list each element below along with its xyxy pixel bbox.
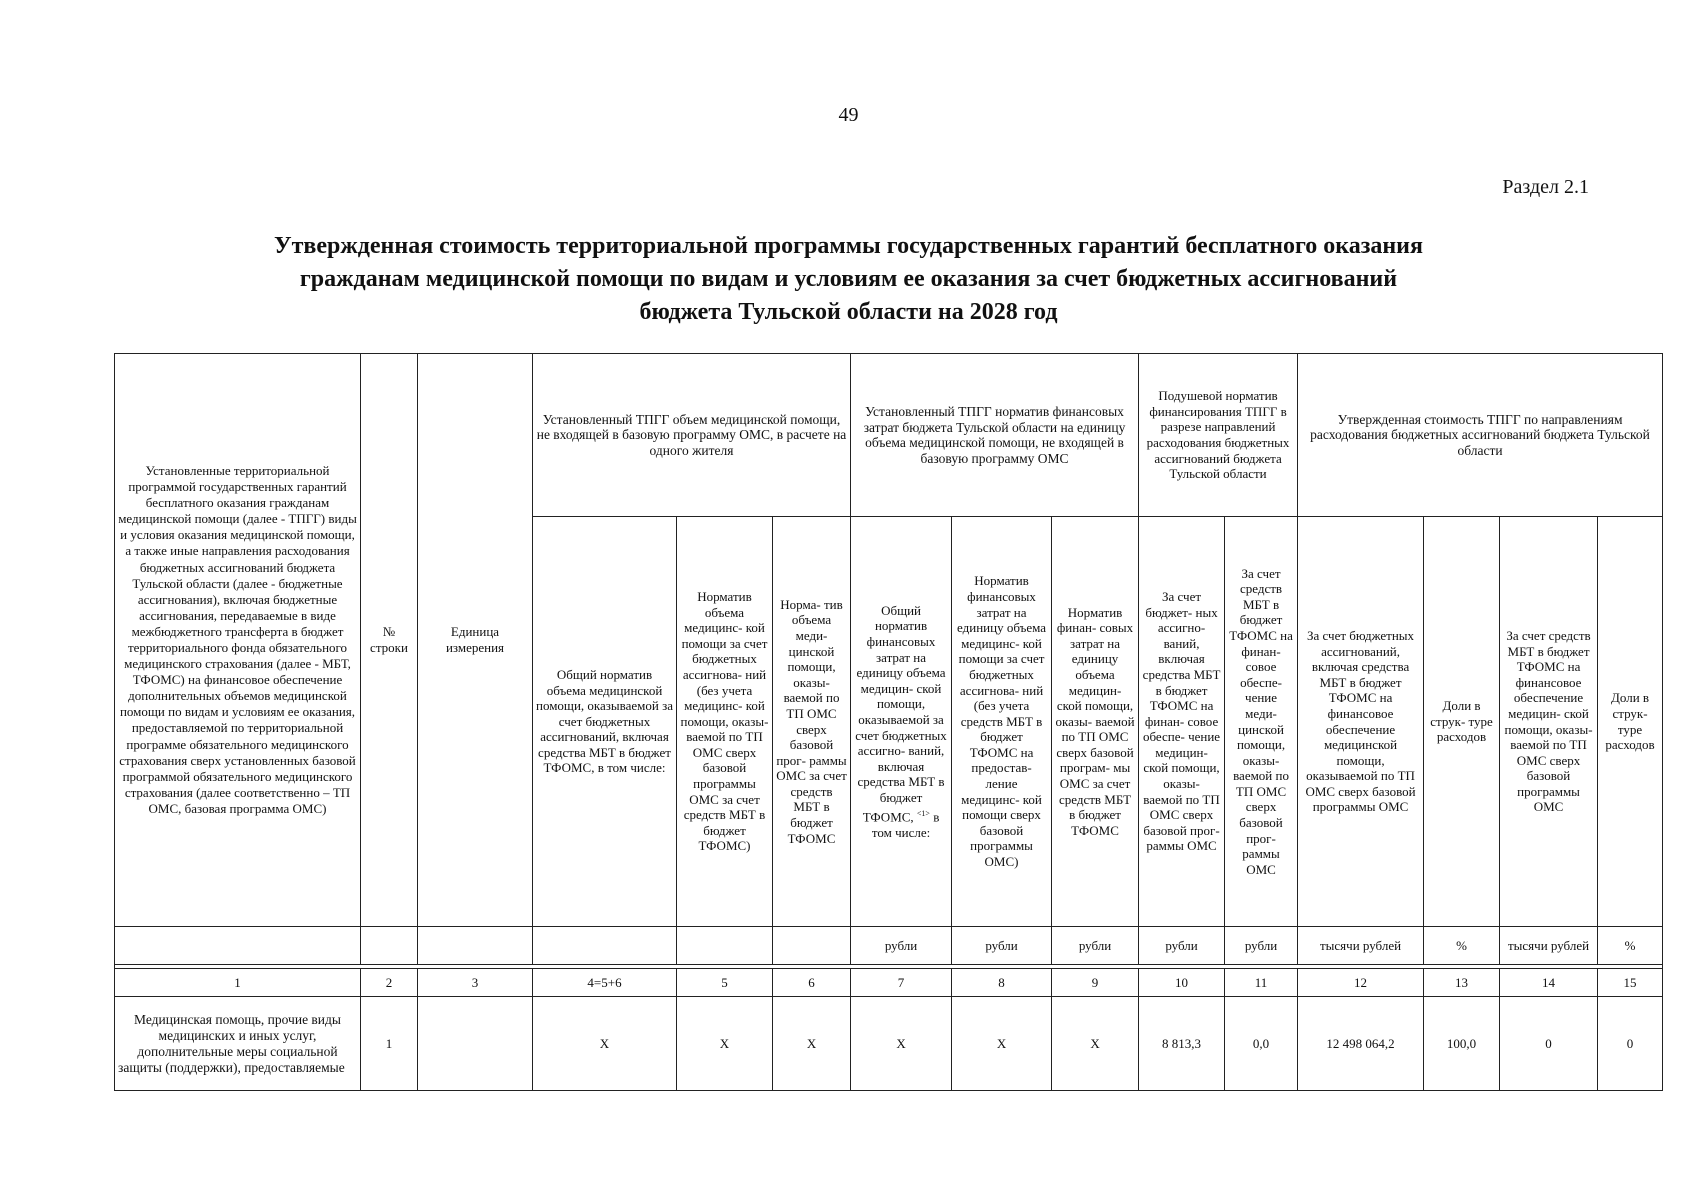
header-col-4: Общий норматив объема медицинской помощи, оказываемой за счет бюджетных ассигнований, включая средства МБТ в бюджет ТФОМС, в том числе: <box>533 517 677 927</box>
document-title <box>100 230 1597 329</box>
column-number: 8 <box>952 969 1052 997</box>
column-number: 2 <box>361 969 418 997</box>
header-col-5: Норматив объема медицинс- кой помощи за счет бюджетных ассигнова- ний (без учета медицинс- кой помощи, оказы- ваемой по ТП ОМС сверх базовой программы ОМС за счет средств МБТ в бюджет ТФОМС) <box>677 517 773 927</box>
column-number: 1 <box>115 969 361 997</box>
header-group-volume: Установленный ТПГГ объем медицинской помощи, не входящей в базовую программу ОМС, в расчете на одного жителя <box>533 354 851 517</box>
section-label: Раздел 2.1 <box>1502 176 1589 198</box>
unit-cell: тысячи рублей <box>1500 927 1598 965</box>
table-cell: 100,0 <box>1424 997 1500 1091</box>
header-col-7-text: Общий норматив финансовых затрат на единицу объема медицин- ской помощи, оказываемой за счет бюджетных ассигно- ваний, включая средства МБТ в бюджет ТФОМС, <box>855 602 947 824</box>
table-cell: X <box>952 997 1052 1091</box>
unit-cell <box>115 927 361 965</box>
unit-cell: рубли <box>1052 927 1139 965</box>
unit-cell: рубли <box>1225 927 1298 965</box>
table-cell: X <box>1052 997 1139 1091</box>
row-label: Медицинская помощь, прочие виды медицинских и иных услуг, дополнительные меры социальной защиты (поддержки), предоставляемые <box>115 997 361 1091</box>
header-col-7 <box>851 517 952 927</box>
column-number: 12 <box>1298 969 1424 997</box>
header-group-cost: Установленный ТПГГ норматив финансовых затрат бюджета Тульской области на единицу объема медицинской помощи, не входящей в базовую программу ОМС <box>851 354 1139 517</box>
table-cell <box>418 997 533 1091</box>
header-col-11: За счет средств МБТ в бюджет ТФОМС на финан- совое обеспе- чение меди- цинской помощи, оказы- ваемой по ТП ОМС сверх базовой прог- раммы ОМС <box>1225 517 1298 927</box>
column-number: 15 <box>1598 969 1663 997</box>
column-numbering-row <box>115 969 1663 997</box>
column-number: 6 <box>773 969 851 997</box>
header-col-6: Норма- тив объема меди- цинской помощи, оказы- ваемой по ТП ОМС сверх базовой прог- раммы ОМС за счет средств МБТ в бюджет ТФОМС <box>773 517 851 927</box>
unit-cell <box>361 927 418 965</box>
column-number: 9 <box>1052 969 1139 997</box>
unit-cell <box>533 927 677 965</box>
column-number: 4=5+6 <box>533 969 677 997</box>
unit-cell: рубли <box>952 927 1052 965</box>
units-row <box>115 927 1663 965</box>
unit-cell: тысячи рублей <box>1298 927 1424 965</box>
title-line-2: гражданам медицинской помощи по видам и условиям ее оказания за счет бюджетных ассигнований <box>299 266 1398 292</box>
table-cell: 12 498 064,2 <box>1298 997 1424 1091</box>
header-col-8: Норматив финансовых затрат на единицу объема медицинс- кой помощи за счет бюджетных ассигнова- ний (без учета средств МБТ в бюджет ТФОМС на предостав- ление медицинс- кой помощи сверх базовой программы ОМС) <box>952 517 1052 927</box>
header-unit: Единица измерения <box>418 354 533 927</box>
table-cell: 1 <box>361 997 418 1091</box>
cost-table <box>114 353 1663 1091</box>
header-col-13: Доли в струк- туре расходов <box>1424 517 1500 927</box>
unit-cell: рубли <box>1139 927 1225 965</box>
header-col-14: За счет средств МБТ в бюджет ТФОМС на финансовое обеспечение медицин- ской помощи, оказы- ваемой по ТП ОМС сверх базовой программы ОМС <box>1500 517 1598 927</box>
unit-cell: % <box>1598 927 1663 965</box>
footnote-ref: <1> <box>916 808 930 818</box>
table-cell: X <box>851 997 952 1091</box>
title-line-1: Утвержденная стоимость территориальной программы государственных гарантий бесплатного оказания <box>273 233 1423 259</box>
unit-cell: рубли <box>851 927 952 965</box>
column-number: 10 <box>1139 969 1225 997</box>
title-line-3: бюджета Тульской области на 2028 год <box>639 299 1058 325</box>
table-cell: X <box>773 997 851 1091</box>
table-cell: X <box>533 997 677 1091</box>
column-number: 7 <box>851 969 952 997</box>
column-number: 3 <box>418 969 533 997</box>
header-group-total: Утвержденная стоимость ТПГГ по направлениям расходования бюджетных ассигнований бюджета Тульской области <box>1298 354 1663 517</box>
column-number: 11 <box>1225 969 1298 997</box>
header-group-percapita: Подушевой норматив финансирования ТПГГ в разрезе направлений расходования бюджетных ассигнований бюджета Тульской области <box>1139 354 1298 517</box>
page-number: 49 <box>838 104 859 126</box>
unit-cell <box>677 927 773 965</box>
header-col-10: За счет бюджет- ных ассигно- ваний, включая средства МБТ в бюджет ТФОМС на финан- совое обеспе- чение медицин- ской помощи, оказы- ваемой по ТП ОМС сверх базовой прог- раммы ОМС <box>1139 517 1225 927</box>
table-cell: 8 813,3 <box>1139 997 1225 1091</box>
table-row <box>115 997 1663 1091</box>
table-cell: 0,0 <box>1225 997 1298 1091</box>
table-cell: 0 <box>1598 997 1663 1091</box>
header-col-7-tail: в том числе: <box>871 808 940 840</box>
column-number: 14 <box>1500 969 1598 997</box>
table-cell: 0 <box>1500 997 1598 1091</box>
column-number: 13 <box>1424 969 1500 997</box>
unit-cell <box>773 927 851 965</box>
column-number: 5 <box>677 969 773 997</box>
unit-cell <box>418 927 533 965</box>
header-row-number: № строки <box>361 354 418 927</box>
header-col-15: Доли в струк- туре расходов <box>1598 517 1663 927</box>
header-col-9: Норматив финан- совых затрат на единицу объема медицин- ской помощи, оказы- ваемой по ТП ОМС сверх базовой програм- мы ОМС за счет средств МБТ в бюджет ТФОМС <box>1052 517 1139 927</box>
unit-cell: % <box>1424 927 1500 965</box>
table-cell: X <box>677 997 773 1091</box>
header-col-12: За счет бюджетных ассигнований, включая средства МБТ в бюджет ТФОМС на финансовое обеспечение медицинской помощи, оказываемой по ТП ОМС сверх базовой программы ОМС <box>1298 517 1424 927</box>
header-row-groups <box>115 354 1663 517</box>
header-description: Установленные территориальной программой государственных гарантий бесплатного оказания гражданам медицинской помощи (далее - ТПГГ) виды и условия оказания медицинской помощи, а также иные направления расходования бюджетных ассигнований бюджета Тульской области (далее - бюджетные ассигнования), включая бюджетные ассигнования, передаваемые в виде межбюджетного трансферта в бюджет территориального фонда обязательного медицинского страхования (далее - МБТ, ТФОМС) на финансовое обеспечение дополнительных объемов медицинской помощи по видам и условиям ее оказания, предоставляемой по территориальной программе обязательного медицинского страхования сверх установленных базовой программой обязательного медицинского страхования (далее соответственно – ТП ОМС, базовая программа ОМС) <box>115 354 361 927</box>
